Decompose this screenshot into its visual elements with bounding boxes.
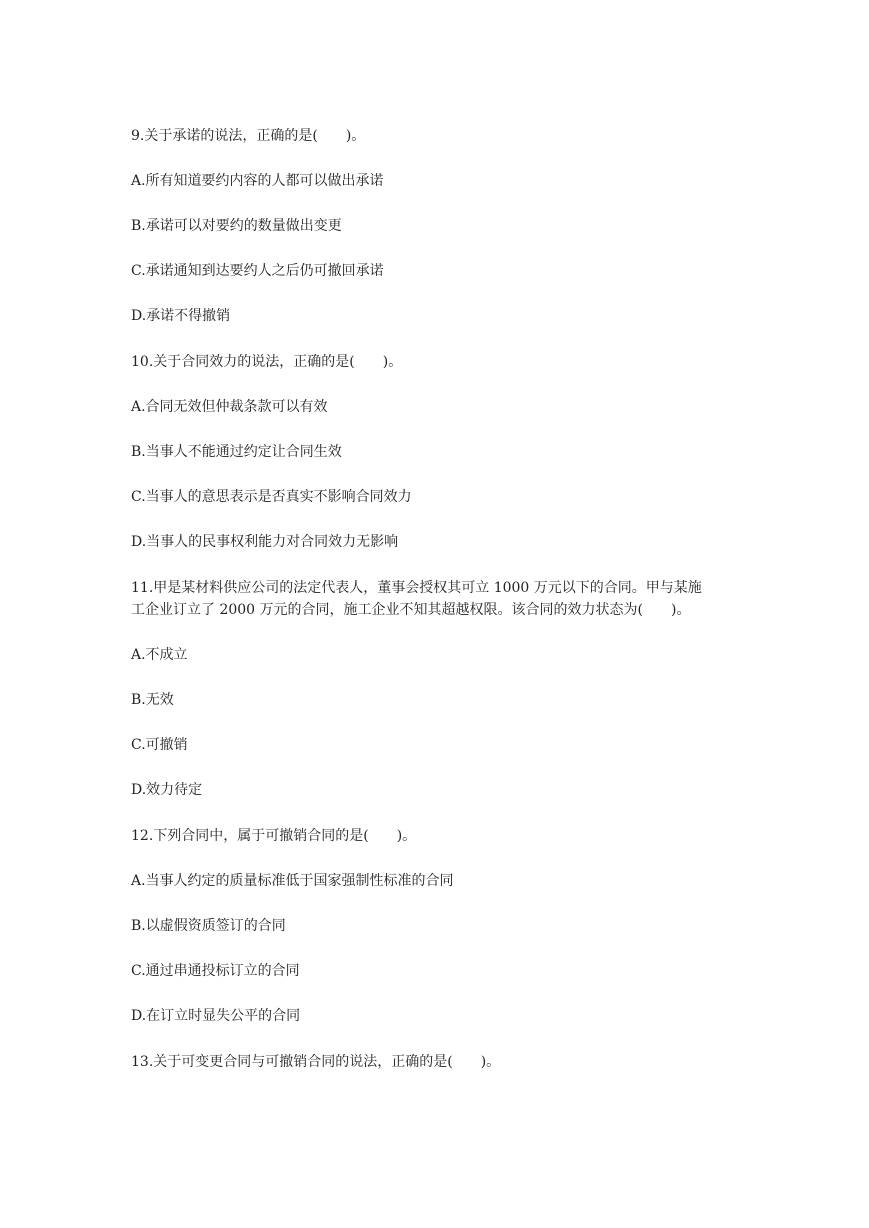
question-13-stem: 13.关于可变更合同与可撤销合同的说法，正确的是( )。 <box>131 1054 501 1070</box>
question-10-option-d: D.当事人的民事权利能力对合同效力无影响 <box>131 534 399 550</box>
question-11-option-b: B.无效 <box>131 692 174 708</box>
question-9-option-b: B.承诺可以对要约的数量做出变更 <box>131 218 342 234</box>
question-12-option-a: A.当事人约定的质量标准低于国家强制性标准的合同 <box>131 873 454 889</box>
question-11-option-a: A.不成立 <box>131 647 188 663</box>
question-12-option-c: C.通过串通投标订立的合同 <box>131 963 300 979</box>
document-page <box>131 125 751 1073</box>
question-9-option-c: C.承诺通知到达要约人之后仍可撤回承诺 <box>131 263 384 279</box>
question-11-stem-line-1: 11.甲是某材料供应公司的法定代表人，董事会授权其可立 1000 万元以下的合同。甲与某施 <box>131 580 702 596</box>
question-9-option-a: A.所有知道要约内容的人都可以做出承诺 <box>131 173 384 189</box>
question-12-option-b: B.以虚假资质签订的合同 <box>131 918 286 934</box>
question-9-stem: 9.关于承诺的说法，正确的是( )。 <box>131 128 366 144</box>
question-11-stem-line-2: 工企业订立了 2000 万元的合同，施工企业不知其超越权限。该合同的效力状态为( )。 <box>131 602 691 618</box>
question-10-option-b: B.当事人不能通过约定让合同生效 <box>131 444 342 460</box>
question-10-stem: 10.关于合同效力的说法，正确的是( )。 <box>131 354 403 370</box>
question-12-stem: 12.下列合同中，属于可撤销合同的是( )。 <box>131 828 417 844</box>
question-11-option-d: D.效力待定 <box>131 782 203 798</box>
question-10-option-a: A.合同无效但仲裁条款可以有效 <box>131 399 328 415</box>
question-9-option-d: D.承诺不得撤销 <box>131 308 231 324</box>
question-10-option-c: C.当事人的意思表示是否真实不影响合同效力 <box>131 489 412 505</box>
question-12-option-d: D.在订立时显失公平的合同 <box>131 1008 301 1024</box>
question-11-option-c: C.可撤销 <box>131 737 188 753</box>
